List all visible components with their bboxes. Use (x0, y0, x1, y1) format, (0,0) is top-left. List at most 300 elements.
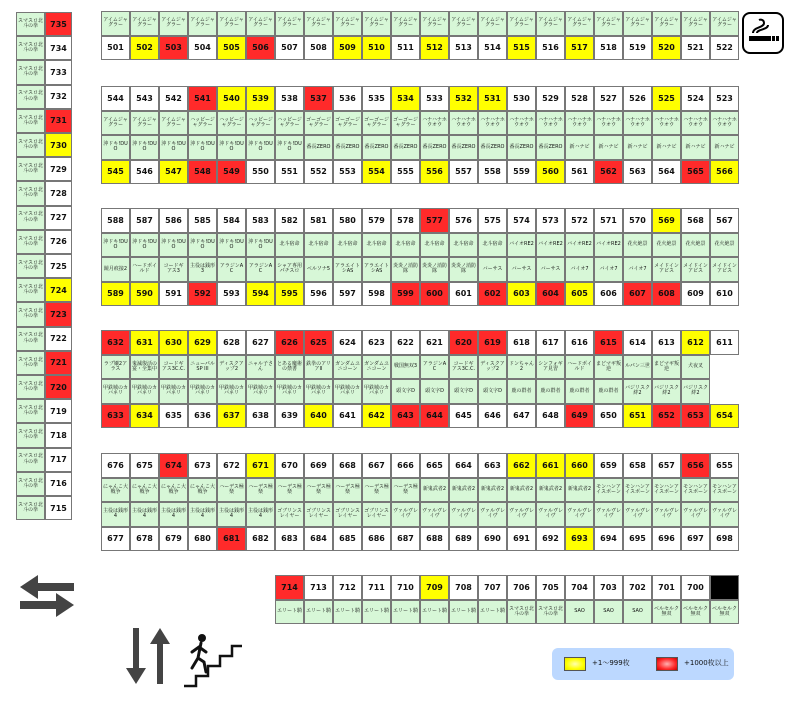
machine-label: 沖ドキ!DUO (246, 135, 275, 160)
machine-number: 591 (159, 282, 188, 307)
machine-label: 沖ドキ!DUO (188, 233, 217, 258)
machine-label: スマスロ北斗の拳 (16, 278, 45, 302)
machine-number: 567 (710, 208, 739, 233)
machine-number: 717 (45, 448, 72, 472)
machine-label: ベルセルク無双 (681, 600, 710, 625)
machine-label: ベルソナ5 (304, 257, 333, 282)
machine-label: ゴブリンスレイヤー (333, 502, 362, 527)
machine-label: アイムジャグラー (623, 11, 652, 36)
machine-number: 731 (45, 109, 72, 133)
machine-number: 719 (45, 399, 72, 423)
machine-label: モンハンアイスボーン (652, 478, 681, 503)
machine-label: エリート騎 (333, 600, 362, 625)
machine-label: 主役は銭形4 (217, 502, 246, 527)
machine-number: 684 (304, 527, 333, 552)
machine-number: 570 (623, 208, 652, 233)
machine-label: バジリスク絆2 (652, 379, 681, 404)
machine-number: 616 (565, 330, 594, 355)
machine-label: 新ハナビ (652, 135, 681, 160)
machine-number: 667 (362, 453, 391, 478)
machine-label: メイドインアビス (652, 257, 681, 282)
machine-number: 512 (420, 36, 449, 61)
machine-label: ヴァルヴレイヴ (623, 502, 652, 527)
machine-label: 沖ドキ!DUO (159, 135, 188, 160)
machine-number: 596 (304, 282, 333, 307)
machine-label: エリート騎 (275, 600, 304, 625)
machine-label: 北斗宿命 (304, 233, 333, 258)
machine-number: 730 (45, 133, 72, 157)
machine-number: 683 (275, 527, 304, 552)
machine-number: 728 (45, 181, 72, 205)
machine-number: 590 (130, 282, 159, 307)
legend-red-swatch (656, 657, 678, 671)
machine-number: 536 (333, 86, 362, 111)
machine-number: 629 (188, 330, 217, 355)
machine-number: 696 (652, 527, 681, 552)
machine-label: 頭文字D (391, 379, 420, 404)
machine-label: スマスロ北斗の拳 (16, 60, 45, 84)
machine-label: アイムジャグラー (101, 111, 130, 136)
machine-label: ニャル子さん (246, 355, 275, 380)
machine-number: 686 (362, 527, 391, 552)
machine-number: 657 (652, 453, 681, 478)
machine-number: 700 (681, 575, 710, 600)
machine-label: バジリスク絆2 (681, 379, 710, 404)
machine-label: ハナハナホウオウ (623, 111, 652, 136)
machine-label: ハーデス極楽 (217, 478, 246, 503)
machine-label: 炎炎ノ消防隊 (391, 257, 420, 282)
machine-number: 525 (652, 86, 681, 111)
machine-label: バーサス (507, 257, 536, 282)
machine-number: 732 (45, 85, 72, 109)
machine-label: ヴァルヴレイヴ (681, 502, 710, 527)
machine-number: 554 (362, 160, 391, 185)
machine-number: 580 (333, 208, 362, 233)
machine-label: 新ハナビ (681, 135, 710, 160)
machine-number: 626 (275, 330, 304, 355)
machine-label: 新鬼武者2 (507, 478, 536, 503)
machine-number: 627 (246, 330, 275, 355)
machine-label: 戦国無双3 (391, 355, 420, 380)
machine-label: アイムジャグラー (333, 11, 362, 36)
machine-number: 637 (217, 404, 246, 429)
machine-number: 523 (710, 86, 739, 111)
machine-label: 炎炎ノ消防隊 (449, 257, 478, 282)
machine-label: バーサス (478, 257, 507, 282)
machine-number: 611 (710, 330, 739, 355)
machine-number: 632 (101, 330, 130, 355)
machine-number: 698 (710, 527, 739, 552)
machine-label: アイムジャグラー (420, 11, 449, 36)
machine-label: スマスロ北斗の拳 (16, 85, 45, 109)
machine-number: 735 (45, 12, 72, 36)
machine-label: メイドインアビス (681, 257, 710, 282)
machine-number: 692 (536, 527, 565, 552)
machine-number: 501 (101, 36, 130, 61)
machine-label: 沖ドキ!DUO (246, 233, 275, 258)
machine-label: ラブ嬢2アラス (101, 355, 130, 380)
machine-number: 553 (333, 160, 362, 185)
machine-number: 555 (391, 160, 420, 185)
machine-label: バジリスク絆2 (623, 379, 652, 404)
machine-number: 606 (594, 282, 623, 307)
machine-label: エリート騎 (362, 600, 391, 625)
machine-label: ハードボイルド (565, 355, 594, 380)
machine-label: とある魔術の禁書 (275, 355, 304, 380)
machine-number: 551 (275, 160, 304, 185)
machine-number: 722 (45, 327, 72, 351)
machine-label: 甲鉄城のカバネリ (217, 379, 246, 404)
machine-number: 664 (449, 453, 478, 478)
machine-label: アイムジャグラー (710, 11, 739, 36)
machine-number: 544 (101, 86, 130, 111)
machine-label: アイムジャグラー (217, 11, 246, 36)
machine-label: アイムジャグラー (652, 11, 681, 36)
machine-label: シンフォギア見習 (536, 355, 565, 380)
machine-label: ルパン三世 (623, 355, 652, 380)
machine-label: 新ハナビ (710, 135, 739, 160)
machine-label: 甲鉄城のカバネリ (246, 379, 275, 404)
machine-label: 花火絶景 (710, 233, 739, 258)
machine-label: アイムジャグラー (594, 11, 623, 36)
machine-number: 663 (478, 453, 507, 478)
machine-label: ハーデス極楽 (391, 478, 420, 503)
machine-number: 614 (623, 330, 652, 355)
machine-number: 561 (565, 160, 594, 185)
machine-label: ハーデス極楽 (275, 478, 304, 503)
machine-number: 586 (159, 208, 188, 233)
machine-number: 704 (565, 575, 594, 600)
machine-label: スマスロ北斗の拳 (16, 133, 45, 157)
machine-label: アラエイトシAS (333, 257, 362, 282)
machine-number: 671 (246, 453, 275, 478)
machine-label: 番長ZERO (333, 135, 362, 160)
machine-number: 549 (217, 160, 246, 185)
machine-number: 604 (536, 282, 565, 307)
machine-label: アイムジャグラー (478, 11, 507, 36)
machine-label: 鏡月痕接2 (101, 257, 130, 282)
machine-label: 北斗宿命 (449, 233, 478, 258)
machine-label: バイオRE2 (536, 233, 565, 258)
machine-label: アイムジャグラー (449, 11, 478, 36)
machine-number (710, 575, 739, 600)
machine-label: 北斗宿命 (333, 233, 362, 258)
machine-label: ハッピージャグラー (188, 111, 217, 136)
machine-number: 578 (391, 208, 420, 233)
machine-label: まどマギ叛逆 (652, 355, 681, 380)
machine-number: 595 (275, 282, 304, 307)
legend (552, 648, 734, 680)
machine-label: 番長ZERO (420, 135, 449, 160)
machine-label: ハナハナホウオウ (536, 111, 565, 136)
machine-label: 主役は銭形4 (159, 502, 188, 527)
machine-number: 639 (275, 404, 304, 429)
machine-label: ガンダムユニコーン (333, 355, 362, 380)
machine-label: SAO (623, 600, 652, 625)
machine-label: ハナハナホウオウ (594, 111, 623, 136)
machine-number: 610 (710, 282, 739, 307)
machine-number: 641 (333, 404, 362, 429)
machine-number: 534 (391, 86, 420, 111)
machine-number: 726 (45, 230, 72, 254)
machine-label: エリート騎 (391, 600, 420, 625)
machine-label: ヴァルヴレイヴ (449, 502, 478, 527)
machine-label: 北斗宿命 (478, 233, 507, 258)
machine-label: スマスロ北斗の拳 (16, 302, 45, 326)
machine-label: スマスロ北斗の拳 (16, 375, 45, 399)
machine-label: 鹿の群者 (536, 379, 565, 404)
machine-number: 659 (594, 453, 623, 478)
machine-label: 北斗宿命 (391, 233, 420, 258)
machine-label: 鹿の群者 (594, 379, 623, 404)
machine-label: 甲鉄城のカバネリ (101, 379, 130, 404)
machine-number: 625 (304, 330, 333, 355)
machine-number: 589 (101, 282, 130, 307)
machine-label: 沖ドキ!DUO (188, 135, 217, 160)
machine-number: 618 (507, 330, 536, 355)
machine-label: 新ハナビ (623, 135, 652, 160)
machine-number: 520 (652, 36, 681, 61)
machine-label: ハッピージャグラー (246, 111, 275, 136)
machine-label: まどマギ叛逆 (594, 355, 623, 380)
machine-number: 630 (159, 330, 188, 355)
machine-number: 507 (275, 36, 304, 61)
machine-number: 540 (217, 86, 246, 111)
machine-label: にゃんこ大戦争 (188, 478, 217, 503)
machine-label: 番長ZERO (507, 135, 536, 160)
machine-number: 542 (159, 86, 188, 111)
machine-number: 622 (391, 330, 420, 355)
machine-number: 582 (275, 208, 304, 233)
machine-number: 649 (565, 404, 594, 429)
machine-number: 724 (45, 278, 72, 302)
machine-number: 565 (681, 160, 710, 185)
machine-label: ガンダムユニコーン (362, 355, 391, 380)
machine-number: 597 (333, 282, 362, 307)
machine-label: ハーデス極楽 (304, 478, 333, 503)
machine-label: 頭文字D (478, 379, 507, 404)
machine-number: 574 (507, 208, 536, 233)
machine-number: 623 (362, 330, 391, 355)
machine-number: 605 (565, 282, 594, 307)
machine-number: 599 (391, 282, 420, 307)
machine-number: 647 (507, 404, 536, 429)
machine-label: 沖ドキ!DUO (130, 233, 159, 258)
machine-label: コードギアス3 (159, 257, 188, 282)
machine-label: スマスロ北斗の拳 (16, 423, 45, 447)
machine-label: 甲鉄城のカバネリ (188, 379, 217, 404)
machine-number: 665 (420, 453, 449, 478)
machine-number: 535 (362, 86, 391, 111)
machine-label: 花火絶景 (681, 233, 710, 258)
machine-label: ハナハナホウオウ (449, 111, 478, 136)
machine-label: アイムジャグラー (246, 11, 275, 36)
machine-label: アイムジャグラー (159, 11, 188, 36)
machine-number: 510 (362, 36, 391, 61)
machine-number: 584 (217, 208, 246, 233)
machine-number: 592 (188, 282, 217, 307)
machine-label: ヴァルヴレイヴ (594, 502, 623, 527)
machine-number: 588 (101, 208, 130, 233)
machine-label: アイムジャグラー (188, 11, 217, 36)
machine-number: 715 (45, 496, 72, 520)
machine-number: 545 (101, 160, 130, 185)
machine-number: 579 (362, 208, 391, 233)
machine-label: ヴァルヴレイヴ (652, 502, 681, 527)
machine-label: 新ハナビ (565, 135, 594, 160)
machine-label: 北斗宿命 (362, 233, 391, 258)
machine-label: スマスロ北斗の拳 (16, 109, 45, 133)
machine-label: ハーデス極楽 (246, 478, 275, 503)
machine-number: 713 (304, 575, 333, 600)
machine-number: 701 (652, 575, 681, 600)
machine-label: SAO (565, 600, 594, 625)
machine-label: 主役は銭形3 (188, 257, 217, 282)
machine-number: 538 (275, 86, 304, 111)
machine-number: 711 (362, 575, 391, 600)
machine-number: 516 (536, 36, 565, 61)
machine-number: 642 (362, 404, 391, 429)
machine-label: 主役は銭形4 (101, 502, 130, 527)
machine-number: 571 (594, 208, 623, 233)
machine-label: 甲鉄城のカバネリ (362, 379, 391, 404)
machine-number: 643 (391, 404, 420, 429)
machine-label: 主役は銭形4 (246, 502, 275, 527)
machine-label: アイムジャグラー (681, 11, 710, 36)
machine-number: 678 (130, 527, 159, 552)
machine-label: シャア専用パチスロ (275, 257, 304, 282)
machine-number: 619 (478, 330, 507, 355)
machine-label: ヴァルヴレイヴ (391, 502, 420, 527)
machine-label: バイオRE2 (507, 233, 536, 258)
machine-label: 沖ドキ!DUO (275, 135, 304, 160)
machine-label: エリート騎 (420, 600, 449, 625)
machine-label: 番長ZERO (391, 135, 420, 160)
machine-number: 640 (304, 404, 333, 429)
machine-label: 甲鉄城のカバネリ (304, 379, 333, 404)
machine-number: 624 (333, 330, 362, 355)
machine-number: 603 (507, 282, 536, 307)
machine-number: 585 (188, 208, 217, 233)
machine-label: ヴァルヴレイヴ (536, 502, 565, 527)
machine-label: ハーデス極楽 (333, 478, 362, 503)
machine-number: 532 (449, 86, 478, 111)
machine-number: 718 (45, 423, 72, 447)
machine-number: 676 (101, 453, 130, 478)
machine-number: 504 (188, 36, 217, 61)
machine-label: ハナハナホウオウ (420, 111, 449, 136)
machine-label: ハードボイルド (130, 257, 159, 282)
machine-label: スマスロ北斗の拳 (16, 36, 45, 60)
machine-label: 沖ドキ!DUO (130, 135, 159, 160)
machine-number: 712 (333, 575, 362, 600)
machine-number: 620 (449, 330, 478, 355)
machine-label: エリート騎 (449, 600, 478, 625)
machine-number: 621 (420, 330, 449, 355)
machine-number: 631 (130, 330, 159, 355)
machine-number: 563 (623, 160, 652, 185)
machine-label: モンハンアイスボーン (681, 478, 710, 503)
machine-label: アラエイトシAS (362, 257, 391, 282)
machine-label: 炎炎ノ消防隊 (420, 257, 449, 282)
machine-number: 721 (45, 351, 72, 375)
machine-number: 562 (594, 160, 623, 185)
machine-number: 634 (130, 404, 159, 429)
machine-number: 636 (188, 404, 217, 429)
machine-label: ハナハナホウオウ (710, 111, 739, 136)
machine-label: アイムジャグラー (304, 11, 333, 36)
machine-number: 690 (478, 527, 507, 552)
machine-number: 503 (159, 36, 188, 61)
machine-label: 鹿の群者 (565, 379, 594, 404)
machine-number: 675 (130, 453, 159, 478)
machine-number: 556 (420, 160, 449, 185)
machine-label: バイオ7 (623, 257, 652, 282)
machine-label: ヴァルヴレイヴ (507, 502, 536, 527)
machine-number: 524 (681, 86, 710, 111)
machine-number: 530 (507, 86, 536, 111)
machine-label: モンハンアイスボーン (623, 478, 652, 503)
machine-label: バイオ7 (594, 257, 623, 282)
machine-number: 601 (449, 282, 478, 307)
machine-label: ハーデス極楽 (362, 478, 391, 503)
machine-label: スマスロ北斗の拳 (16, 181, 45, 205)
machine-label: アラジンAC (246, 257, 275, 282)
machine-number: 607 (623, 282, 652, 307)
machine-number: 569 (652, 208, 681, 233)
machine-number: 609 (681, 282, 710, 307)
machine-label: ヴァルヴレイヴ (478, 502, 507, 527)
machine-number: 681 (217, 527, 246, 552)
machine-number: 672 (217, 453, 246, 478)
machine-number: 708 (449, 575, 478, 600)
machine-label: 番長ZERO (536, 135, 565, 160)
machine-number: 674 (159, 453, 188, 478)
machine-number: 628 (217, 330, 246, 355)
machine-number: 723 (45, 302, 72, 326)
machine-label: ゴーゴージャグラー (362, 111, 391, 136)
machine-number: 572 (565, 208, 594, 233)
machine-label: ヴァルヴレイヴ (420, 502, 449, 527)
machine-number: 705 (536, 575, 565, 600)
machine-number: 612 (681, 330, 710, 355)
machine-number: 733 (45, 60, 72, 84)
machine-number: 541 (188, 86, 217, 111)
machine-number: 662 (507, 453, 536, 478)
machine-label: 番長ZERO (478, 135, 507, 160)
machine-number: 517 (565, 36, 594, 61)
machine-number: 600 (420, 282, 449, 307)
machine-number: 559 (507, 160, 536, 185)
machine-number: 680 (188, 527, 217, 552)
machine-label: アイムジャグラー (275, 11, 304, 36)
machine-number: 677 (101, 527, 130, 552)
machine-number: 694 (594, 527, 623, 552)
machine-label: ハナハナホウオウ (681, 111, 710, 136)
machine-number: 725 (45, 254, 72, 278)
machine-label: 主役は銭形4 (188, 502, 217, 527)
machine-number: 506 (246, 36, 275, 61)
machine-label: 北斗宿命 (420, 233, 449, 258)
machine-number: 706 (507, 575, 536, 600)
machine-label: 番長ZERO (304, 135, 333, 160)
machine-number: 587 (130, 208, 159, 233)
machine-label: スマスロ北斗の拳 (16, 206, 45, 230)
machine-label: モンハンアイスボーン (710, 478, 739, 503)
machine-label: ゴーゴージャグラー (333, 111, 362, 136)
machine-label: ベルセルク無双 (710, 600, 739, 625)
machine-label: アイムジャグラー (565, 11, 594, 36)
